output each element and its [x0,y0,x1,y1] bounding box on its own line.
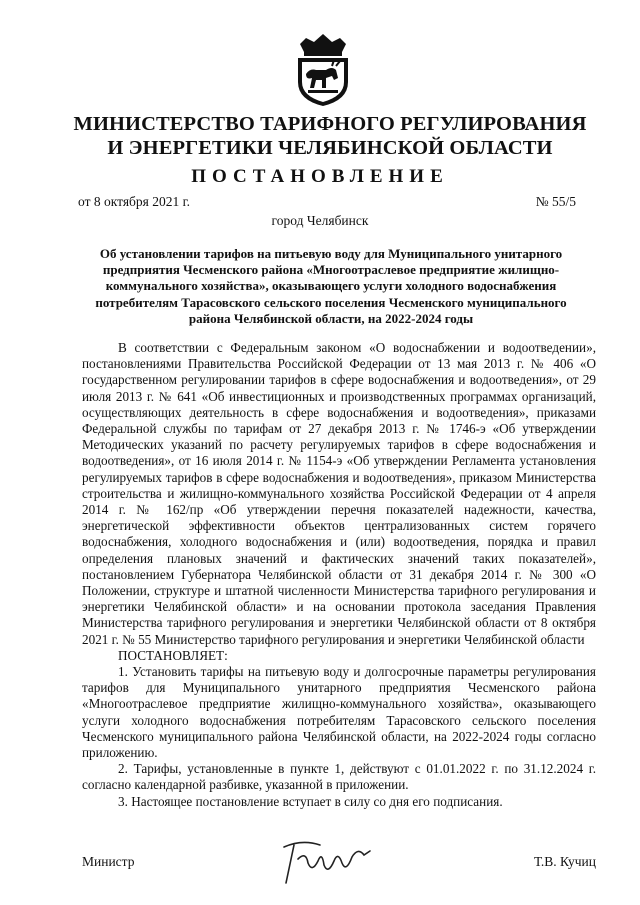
document-city: город Челябинск [271,213,369,228]
preamble-paragraph: В соответствии с Федеральным законом «О водоснабжении и водоотведении», постановлениями Правительства Российской Федерации от 13 мая 2013 г. № 406 «О государственном регулировании тарифов в сфере водоснабжения и водоотведения», от 29 июля 2013 г. № 641 «Об инвестиционных и производственных программах организаций, осуществляющих деятельность в сфере водоснабжения и водоотведения», приказами Федеральной службы по тарифам от 27 декабря 2013 г. № 1746-э «Об утверждении Методических указаний по расчету регулируемых тарифов в сфере водоснабжения и водоотведения», от 16 июля 2014 г. № 1154-э «Об утверждении Регламента установления регулируемых тарифов в сфере водоснабжения и водоотведения», приказом Министерства строительства и жилищно-коммунального хозяйства Российской Федерации от 4 апреля 2014 г. № 162/пр «Об утверждении перечня показателей надежности, качества, энергетической эффективности объектов централизованных систем горячего водоснабжения, холодного водоснабжения и (или) водоотведения, порядка и правил определения плановых значений и фактических значений таких показателей», постановлением Губернатора Челябинской области от 31 декабря 2014 г. № 300 «О Положении, структуре и штатной численности Министерства тарифного регулирования и энергетики Челябинской области» и на основании протокола заседания Правления Министерства тарифного регулирования и энергетики Челябинской области от 8 октября 2021 г. № 55 Министерство тарифного регулирования и энергетики Челябинской области [82,340,596,647]
item-3-paragraph: 3. Настоящее постановление вступает в силу со дня его подписания. [118,793,503,809]
coat-of-arms-emblem-icon [292,30,354,108]
signature-block [82,845,596,895]
document-type: ПОСТАНОВЛЕНИЕ [191,166,449,187]
ministry-name [60,112,600,160]
ministry-name-line1: МИНИСТЕРСТВО ТАРИФНОГО РЕГУЛИРОВАНИЯ [73,113,587,135]
document-body [82,340,596,810]
handwritten-signature-icon [272,837,382,887]
item-1-paragraph: 1. Установить тарифы на питьевую воду и долгосрочные параметры регулирования тарифов для Муниципального унитарного предприятия Чесменского района «Многоотраслевое предприятие жилищно-коммунального хозяйства», оказывающего услуги холодного водоснабжения потребителям Тарасовского сельского поселения Чесменского муниципального района Челябинской области, на 2022-2024 годы согласно приложению. [82,664,596,761]
signatory-name: Т.В. Кучиц [533,854,596,869]
signatory-role: Министр [82,854,135,869]
document-subject: Об установлении тарифов на питьевую воду для Муниципального унитарного предприятия Чесменского района «Многоотраслевое предприятие жилищно-коммунального хозяйства», оказывающего услуги холодного водоснабжения потребителям Тарасовского сельского поселения Чесменского муниципального района Челябинской области, на 2022-2024 годы [95,246,567,326]
item-2-paragraph: 2. Тарифы, установленные в пункте 1, действуют с 01.01.2022 г. по 31.12.2024 г. согласно календарной разбивке, указанной в приложении. [82,761,596,793]
document-number: № 55/5 [535,194,576,209]
ministry-name-line2: И ЭНЕРГЕТИКИ ЧЕЛЯБИНСКОЙ ОБЛАСТИ [107,137,553,159]
resolves-line: ПОСТАНОВЛЯЕТ: [118,647,228,663]
document-date: от 8 октября 2021 г. [78,194,191,209]
